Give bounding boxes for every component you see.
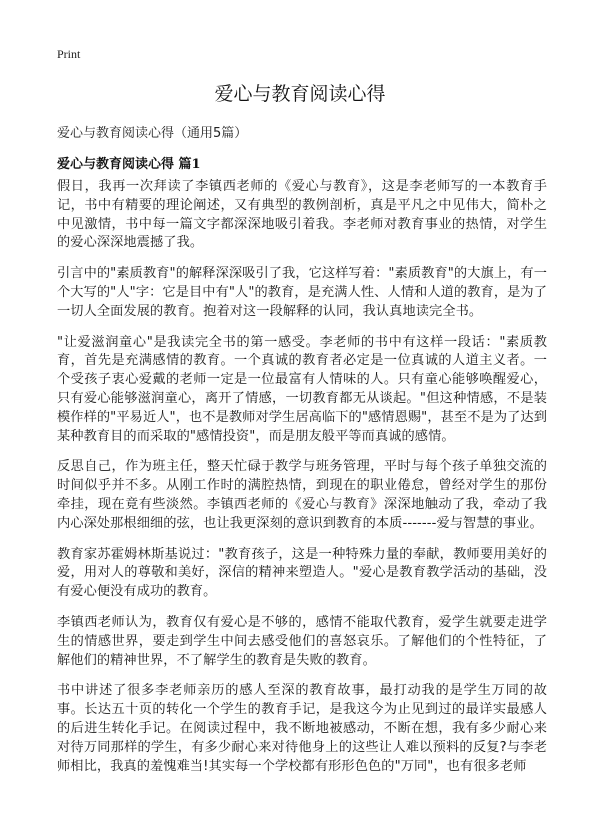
paragraph: 李镇西老师认为，教育仅有爱心是不够的，感情不能取代教育，爱学生就要走进学生的情感世界，要走到学生中间去感受他们的喜怒哀乐。了解他们的个性特征，了解他们的精神世界，不了解学生的教育是失败的教育。 <box>57 614 547 668</box>
paragraph: 书中讲述了很多李老师亲历的感人至深的教育故事，最打动我的是学生万同的故事。长达五十页的转化一个学生的教育手记，是我这今为止见到过的最详实最感人的后进生转化手记。在阅读过程中，我不断地被感动，不断在想，我有多少耐心来对待万同那样的学生，有多少耐心来对待他身上的这些让人难以预料的反复?与李老师相比，我真的羞愧难当!其实每一个学校都有形形色色的"万同"，也有很多老师 <box>57 683 547 774</box>
print-link[interactable]: Print <box>57 47 81 61</box>
article-body <box>57 178 547 788</box>
document-subtitle: 爱心与教育阅读心得（通用5篇） <box>57 126 248 141</box>
section-heading: 爱心与教育阅读心得 篇1 <box>57 157 201 172</box>
paragraph: 引言中的"素质教育"的解释深深吸引了我，它这样写着："素质教育"的大旗上，有一个大写的"人"字：它是目中有"人"的教育，是充满人性、人情和人道的教育，是为了一切人全面发展的教育。抱着对这一段解释的认同，我认真地读完全书。 <box>57 266 547 319</box>
paragraph: "让爱滋润童心"是我读完全书的第一感受。李老师的书中有这样一段话："素质教育，首先是充满感情的教育。一个真诚的教育者必定是一位真诚的人道主义者。一个受孩子衷心爱戴的老师一定是一位最富有人情味的人。只有童心能够唤醒爱心，只有爱心能够滋润童心，离开了情感，一切教育都无从谈起。"但这种情感，不是装模作样的"平易近人"，也不是教师对学生居高临下的"感情恩赐"，甚至不是为了达到某种教育目的而采取的"感情投资"，而是朋友般平等而真诚的感情。 <box>57 334 547 444</box>
paragraph: 反思自己，作为班主任，整天忙碌于教学与班务管理，平时与每个孩子单独交流的时间似乎并不多。从刚工作时的满腔热情，到现在的职业倦怠，曾经对学生的那份牵挂，现在竟有些淡然。李镇西老师的《爱心与教育》深深地触动了我，牵动了我内心深处那根细细的弦，也让我更深刻的意识到教育的本质-------爱与智慧的事业。 <box>57 459 547 531</box>
document-title: 爱心与教育阅读心得 <box>214 83 386 105</box>
paragraph: 教育家苏霍姆林斯基说过："教育孩子，这是一种特殊力量的奉献，教师要用美好的爱，用对人的尊敬和美好，深信的精神来塑造人。"爱心是教育教学活动的基础，没有爱心便没有成功的教育。 <box>57 546 547 600</box>
paragraph: 假日，我再一次拜读了李镇西老师的《爱心与教育》，这是李老师写的一本教育手记，书中有精要的理论阐述，又有典型的教例剖析，真是平凡之中见伟大，简朴之中见激情，书中每一篇文字都深深地吸引着我。李老师对教育事业的热情，对学生的爱心深深地震撼了我。 <box>57 179 547 251</box>
